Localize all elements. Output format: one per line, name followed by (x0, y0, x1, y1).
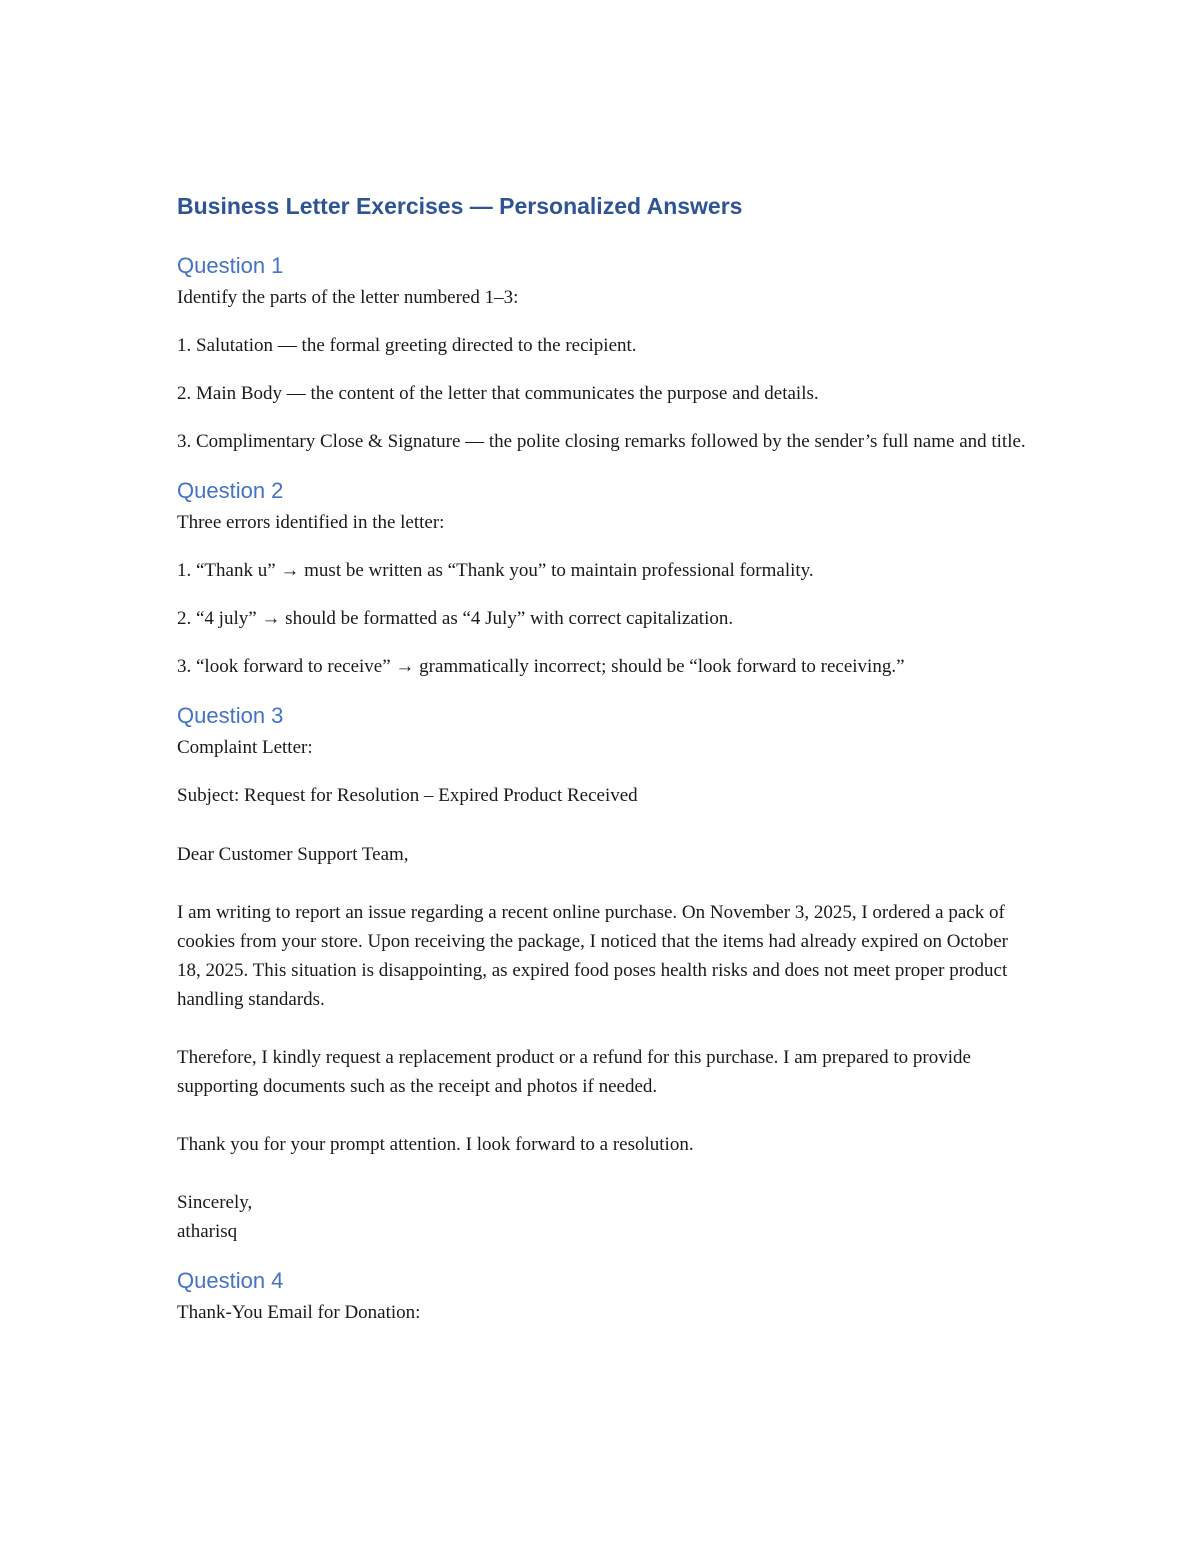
complaint-subject: Subject: Request for Resolution – Expired Product Received (177, 785, 638, 806)
question-4-intro: Thank-You Email for Donation: (177, 1302, 421, 1323)
complaint-signature: atharisq (177, 1221, 238, 1242)
complaint-closing: Sincerely, (177, 1192, 253, 1213)
question-2-item-2: 2. “4 july” → should be formatted as “4 July” with correct capitalization. (177, 608, 734, 629)
question-1-heading: Question 1 (177, 253, 284, 278)
question-1-item-1: 1. Salutation — the formal greeting directed to the recipient. (177, 335, 637, 356)
complaint-salutation: Dear Customer Support Team, (177, 844, 409, 865)
question-2-item-3: 3. “look forward to receive” → grammatically incorrect; should be “look forward to receiving.” (177, 656, 905, 677)
complaint-paragraph-3: Thank you for your prompt attention. I look forward to a resolution. (177, 1134, 694, 1155)
document-body (177, 188, 1027, 1327)
question-4-heading: Question 4 (177, 1268, 284, 1293)
complaint-paragraph-1: I am writing to report an issue regarding a recent online purchase. On November 3, 2025, I ordered a pack of cookies from your store. Upon receiving the package, I noticed that the items had already expired on October 18, 2025. This situation is disappointing, as expired food poses health risks and does not meet proper product handling standards. (177, 902, 1008, 1010)
question-3-heading: Question 3 (177, 703, 284, 728)
question-1-item-2: 2. Main Body — the content of the letter that communicates the purpose and details. (177, 383, 819, 404)
question-2-intro: Three errors identified in the letter: (177, 512, 445, 533)
question-2-item-1: 1. “Thank u” → must be written as “Thank you” to maintain professional formality. (177, 560, 814, 581)
document-title: Business Letter Exercises — Personalized Answers (177, 193, 743, 219)
question-2-heading: Question 2 (177, 478, 284, 503)
question-3-intro: Complaint Letter: (177, 737, 313, 758)
question-1-intro: Identify the parts of the letter numbered 1–3: (177, 287, 519, 308)
question-1-item-3: 3. Complimentary Close & Signature — the polite closing remarks followed by the sender’s full name and title. (177, 431, 1026, 452)
complaint-paragraph-2: Therefore, I kindly request a replacement product or a refund for this purchase. I am prepared to provide supporting documents such as the receipt and photos if needed. (177, 1047, 971, 1097)
